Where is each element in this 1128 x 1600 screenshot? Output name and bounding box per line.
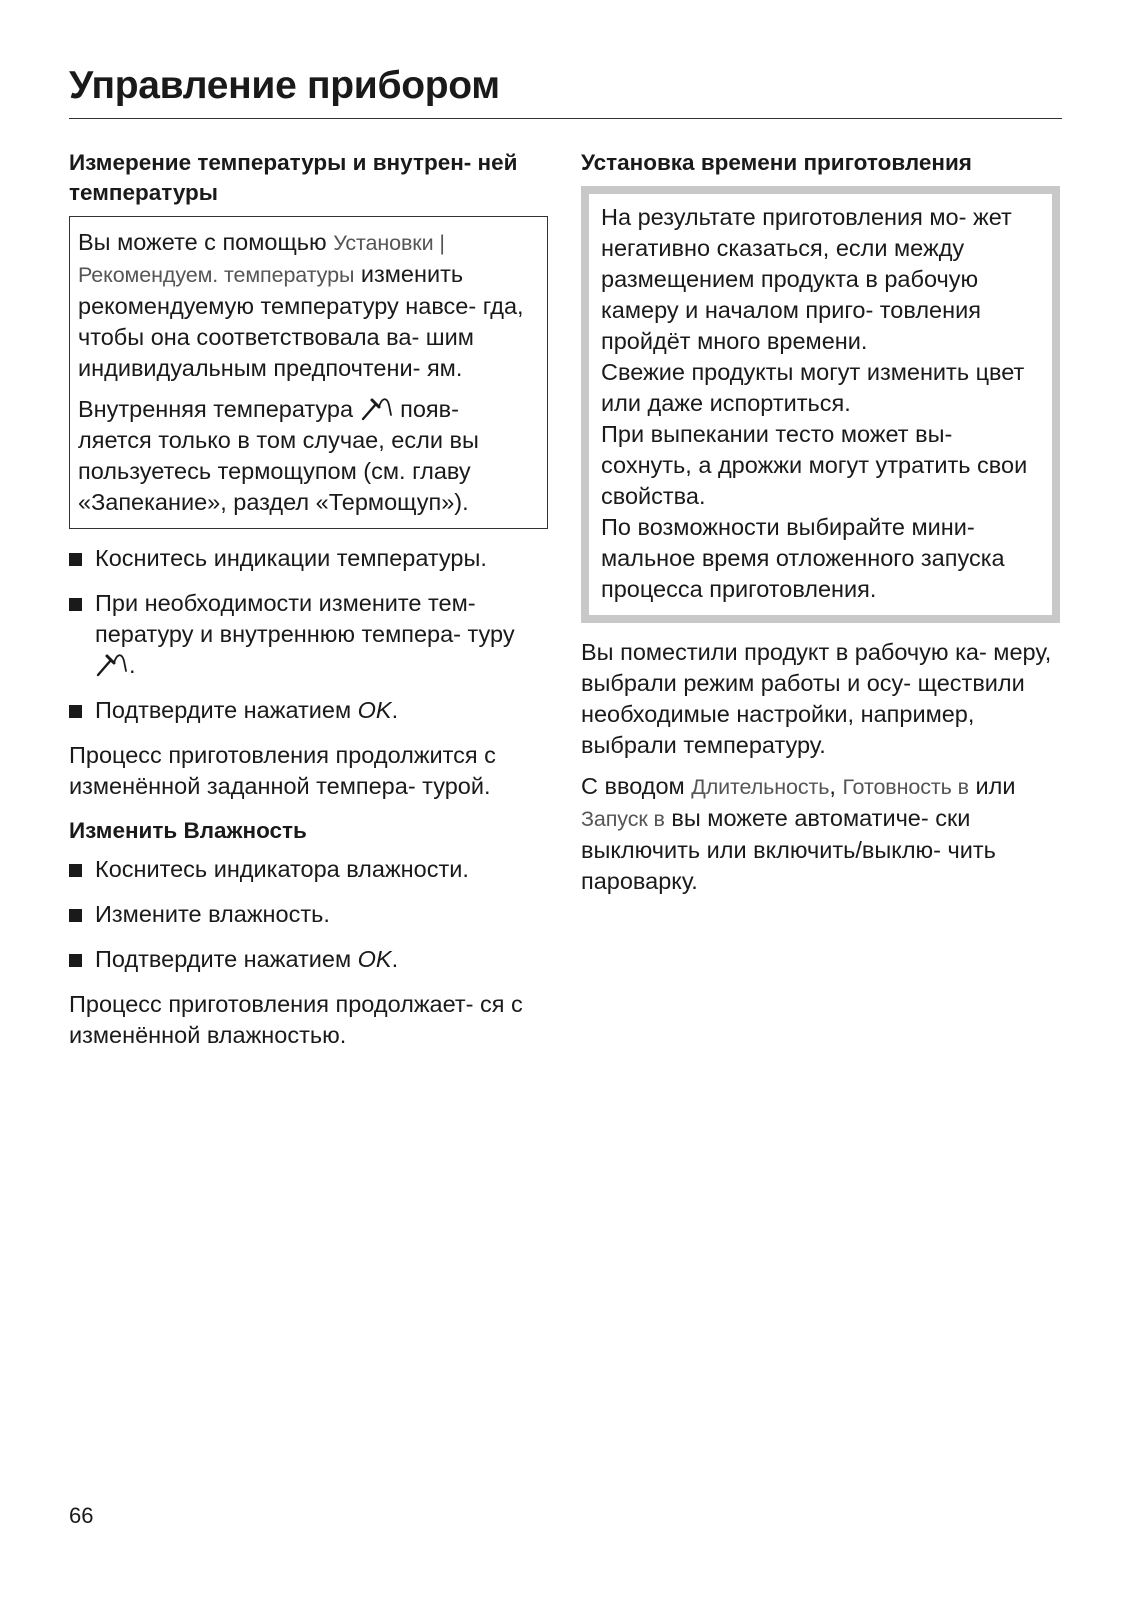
- note-text: появ- ляется только в том случае, если вы пользуетесь термощупом (см. главу «Запекание», раздел «Термощуп»).: [78, 396, 479, 515]
- square-bullet: [69, 553, 82, 566]
- food-probe-icon: [360, 395, 394, 421]
- step-text: Подтвердите нажатием: [95, 697, 358, 723]
- square-bullet: [69, 909, 82, 922]
- warning-box: [581, 186, 1060, 623]
- page-number: 66: [69, 1503, 94, 1528]
- result-text: Процесс приготовления продолжает- ся с изменённой влажностью.: [69, 991, 523, 1048]
- square-bullet: [69, 954, 82, 967]
- note-paragraph-2: [78, 394, 539, 518]
- ok-key-label: OK: [357, 946, 392, 972]
- food-probe-icon: [95, 651, 129, 677]
- section-heading-humidity: Изменить Влажность: [69, 818, 307, 843]
- step-item: [69, 899, 548, 930]
- ui-menu-path: Установки | Рекомендуем. температуры: [78, 231, 445, 287]
- ui-term-start-at: Запуск в: [581, 807, 665, 831]
- step-text: Подтвердите нажатием: [95, 946, 358, 972]
- step-item: [69, 944, 548, 975]
- square-bullet: [69, 705, 82, 718]
- info-note-box: [69, 216, 548, 529]
- body-paragraph: Вы поместили продукт в рабочую ка- меру, выбрали режим работы и осу- ществили необходимые настройки, например, выбрали температуру.: [581, 639, 1052, 758]
- step-text: Коснитесь индикации температуры.: [95, 545, 487, 571]
- warning-paragraph: По возможности выбирайте мини- мальное время отложенного запуска процесса приготовления.: [601, 514, 1005, 602]
- body-text: вы можете автоматиче- ски выключить или включить/выклю- чить пароварку.: [581, 805, 996, 894]
- ui-term-duration: Длительность: [691, 775, 830, 799]
- step-text: .: [391, 946, 399, 972]
- section-heading-cooking-time: Установка времени приготовления: [581, 150, 972, 175]
- square-bullet: [69, 598, 82, 611]
- title-divider: [69, 118, 1062, 119]
- note-text: Внутренняя температура: [78, 396, 360, 422]
- square-bullet: [69, 864, 82, 877]
- note-text: Вы можете с помощью: [78, 229, 334, 255]
- result-text: Процесс приготовления продолжится с изменённой заданной темпера- турой.: [69, 742, 496, 799]
- warning-paragraph: При выпекании тесто может вы- сохнуть, а дрожжи могут утратить свои свойства.: [601, 421, 1028, 509]
- step-text: Коснитесь индикатора влажности.: [95, 856, 469, 882]
- step-item: [69, 854, 548, 885]
- step-item: [69, 543, 548, 574]
- left-column: [69, 148, 548, 1061]
- ui-term-ready-at: Готовность в: [842, 775, 969, 799]
- ok-key-label: OK: [357, 697, 392, 723]
- body-text: С вводом: [581, 773, 692, 799]
- step-text: Измените влажность.: [95, 901, 330, 927]
- note-text: изменить рекомендуемую температуру навсе- гда, чтобы она соответствовала ва- шим индивидуальным предпочтени- ям.: [78, 261, 524, 381]
- step-text: .: [129, 652, 136, 678]
- warning-paragraph: На результате приготовления мо- жет негативно сказаться, если между размещением продукта в рабочую камеру и началом приго- товления пройдёт много времени.: [601, 204, 1012, 354]
- warning-paragraph: Свежие продукты могут изменить цвет или даже испортиться.: [601, 359, 1025, 416]
- step-item: [69, 695, 548, 726]
- body-paragraph: [581, 771, 1060, 897]
- body-text: ,: [829, 773, 843, 799]
- step-text: При необходимости измените тем- пературу и внутреннюю темпера- туру: [95, 590, 515, 647]
- page-title: Управление прибором: [69, 64, 500, 107]
- step-text: .: [391, 697, 399, 723]
- right-column: [581, 148, 1060, 907]
- body-text: или: [968, 773, 1016, 799]
- note-paragraph-1: [78, 227, 539, 384]
- section-heading-temperature: Измерение температуры и внутрен- ней температуры: [69, 150, 518, 205]
- step-item: [69, 588, 548, 681]
